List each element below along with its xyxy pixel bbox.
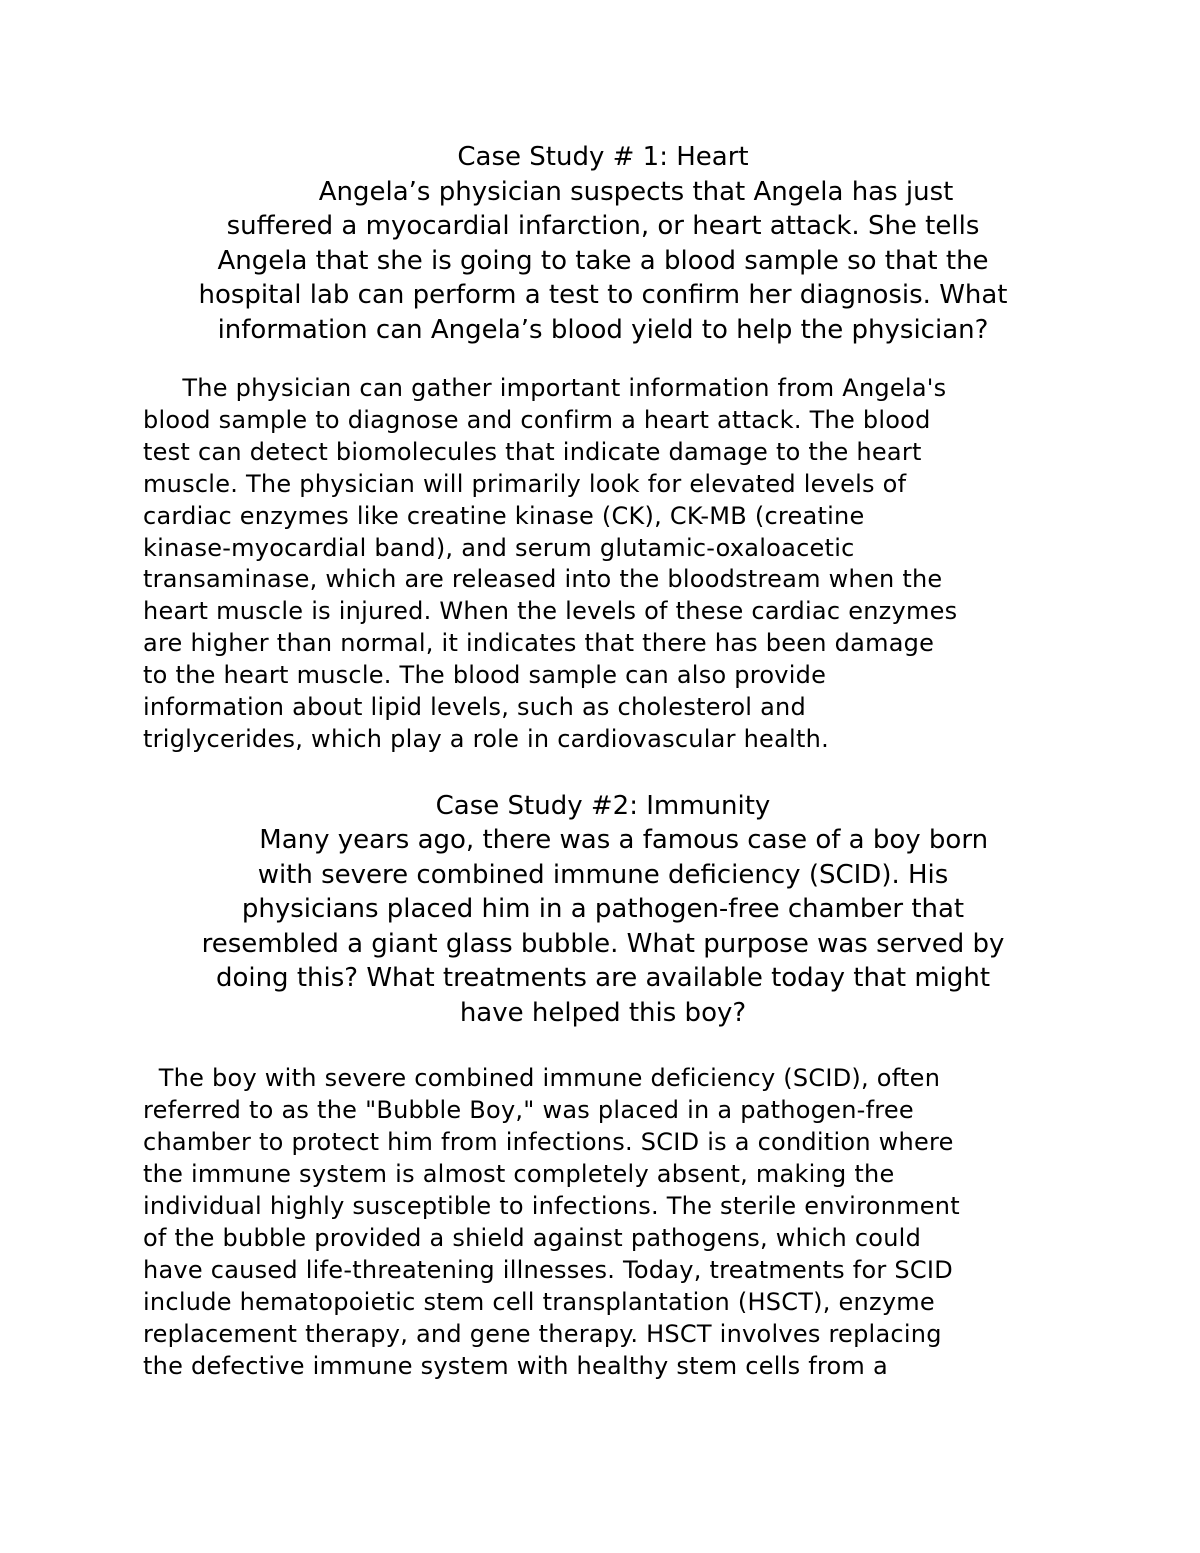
answer-line: triglycerides, which play a role in cardiovascular health. — [143, 724, 829, 753]
case-study-1 — [143, 140, 1063, 347]
question-line: with severe combined immune deficiency (SCID). His — [257, 859, 949, 890]
answer-line: transaminase, which are released into the bloodstream when the — [143, 565, 943, 594]
question-line: physicians placed him in a pathogen-free chamber that — [241, 894, 965, 925]
case-study-2-title: Case Study #2: Immunity — [435, 790, 771, 821]
answer-line: include hematopoietic stem cell transplantation (HSCT), enzyme — [143, 1287, 935, 1316]
answer-line: replacement therapy, and gene therapy. HSCT involves replacing — [143, 1319, 942, 1348]
question-line: have helped this boy? — [459, 997, 747, 1028]
answer-line: to the heart muscle. The blood sample can also provide — [143, 661, 827, 690]
answer-line: heart muscle is injured. When the levels of these cardiac enzymes — [143, 597, 958, 626]
question-line: suffered a myocardial infarction, or heart attack. She tells — [226, 211, 980, 241]
question-line: hospital lab can perform a test to confirm her diagnosis. What — [198, 280, 1008, 310]
case-study-1-answer — [143, 373, 1063, 756]
case-study-1-question — [143, 175, 1063, 348]
question-line: resembled a giant glass bubble. What purpose was served by — [201, 928, 1005, 959]
answer-line: the defective immune system with healthy stem cells from a — [143, 1351, 888, 1380]
answer-line: of the bubble provided a shield against pathogens, which could — [143, 1223, 922, 1252]
answer-line: test can detect biomolecules that indicate damage to the heart — [143, 437, 922, 466]
question-line: Angela that she is going to take a blood sample so that the — [217, 245, 989, 276]
answer-line: referred to as the "Bubble Boy," was placed in a pathogen-free — [143, 1096, 914, 1125]
case-study-1-title: Case Study # 1: Heart — [457, 142, 749, 172]
answer-line: muscle. The physician will primarily look for elevated levels of — [143, 469, 907, 498]
document-page — [143, 140, 1063, 1382]
question-line: information can Angela’s blood yield to help the physician? — [217, 314, 989, 345]
question-line: Angela’s physician suspects that Angela has just — [252, 176, 954, 207]
answer-line: chamber to protect him from infections. SCID is a condition where — [143, 1128, 954, 1157]
answer-line: are higher than normal, it indicates that there has been damage — [143, 629, 935, 658]
answer-line: individual highly susceptible to infections. The sterile environment — [143, 1192, 960, 1220]
answer-line: kinase-myocardial band), and serum glutamic-oxaloacetic — [143, 533, 855, 562]
case-study-2-question — [143, 823, 1063, 1030]
case-study-2-answer — [143, 1063, 1063, 1382]
answer-line: The physician can gather important information from Angela's — [143, 374, 947, 402]
answer-line: The boy with severe combined immune deficiency (SCID), often — [143, 1064, 941, 1093]
answer-line: have caused life-threatening illnesses. Today, treatments for SCID — [143, 1255, 953, 1284]
answer-line: cardiac enzymes like creatine kinase (CK), CK-MB (creatine — [143, 501, 865, 530]
case-study-2 — [143, 789, 1063, 1031]
answer-line: information about lipid levels, such as cholesterol and — [143, 693, 806, 722]
answer-line: blood sample to diagnose and confirm a heart attack. The blood — [143, 405, 931, 434]
question-line: doing this? What treatments are available today that might — [215, 963, 991, 994]
answer-line: the immune system is almost completely absent, making the — [143, 1160, 895, 1189]
question-line: Many years ago, there was a famous case of a boy born — [217, 825, 989, 856]
